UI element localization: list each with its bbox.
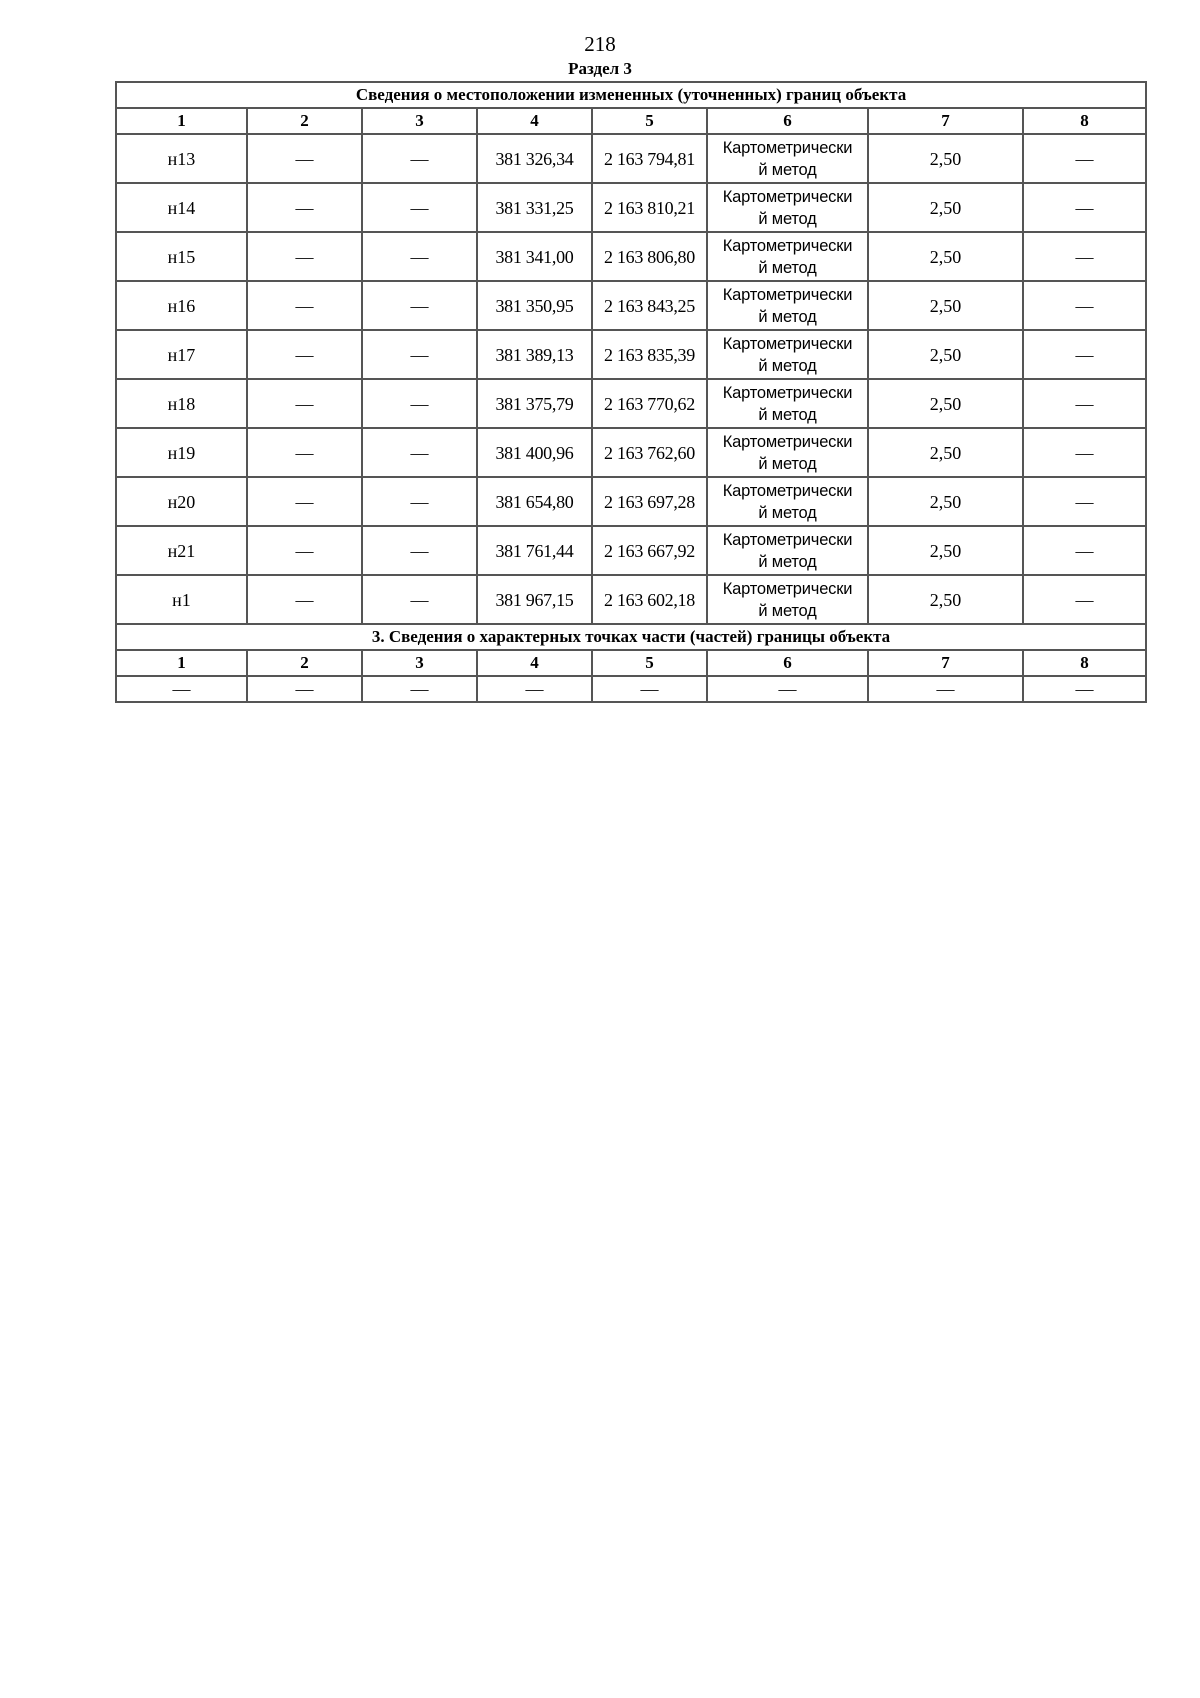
empty-cell: — [1023,676,1146,702]
y-coordinate-cell: 2 163 762,60 [592,428,707,477]
y-coordinate-cell: 2 163 667,92 [592,526,707,575]
column-header: 2 [247,108,362,134]
column-3-cell: — [362,183,477,232]
x-coordinate-cell: 381 326,34 [477,134,592,183]
method-cell [707,477,868,526]
point-name-cell: н15 [116,232,247,281]
parts-column-header: 2 [247,650,362,676]
page-number: 218 [584,32,616,56]
method-cell [707,575,868,624]
parts-column-header: 7 [868,650,1023,676]
table-row [116,134,1146,183]
column-2-cell: — [247,379,362,428]
x-coordinate-cell: 381 400,96 [477,428,592,477]
column-8-cell: — [1023,428,1146,477]
column-3-cell: — [362,477,477,526]
x-coordinate-cell: 381 331,25 [477,183,592,232]
method-line-1: Картометрически [722,383,853,402]
column-header: 7 [868,108,1023,134]
method-line-1: Картометрически [722,579,853,598]
point-name-cell: н1 [116,575,247,624]
column-8-cell: — [1023,281,1146,330]
parts-column-header: 1 [116,650,247,676]
y-coordinate-cell: 2 163 810,21 [592,183,707,232]
y-coordinate-cell: 2 163 806,80 [592,232,707,281]
accuracy-cell: 2,50 [868,428,1023,477]
empty-cell: — [868,676,1023,702]
table-row [116,428,1146,477]
column-2-cell: — [247,477,362,526]
parts-header-row [116,650,1146,676]
method-line-2: й метод [758,552,817,571]
accuracy-cell: 2,50 [868,526,1023,575]
y-coordinate-cell: 2 163 602,18 [592,575,707,624]
table-row [116,330,1146,379]
method-cell [707,330,868,379]
column-8-cell: — [1023,379,1146,428]
boundary-points-table [115,81,1147,703]
column-2-cell: — [247,134,362,183]
table-row [116,281,1146,330]
point-name-cell: н16 [116,281,247,330]
method-line-2: й метод [758,258,817,277]
table-title: Сведения о местоположении измененных (уточненных) границ объекта [116,82,1146,108]
method-cell [707,281,868,330]
method-line-1: Картометрически [722,334,853,353]
column-2-cell: — [247,281,362,330]
accuracy-cell: 2,50 [868,281,1023,330]
method-cell [707,232,868,281]
table-row [116,477,1146,526]
accuracy-cell: 2,50 [868,134,1023,183]
column-8-cell: — [1023,330,1146,379]
point-name-cell: н19 [116,428,247,477]
method-line-1: Картометрически [722,236,853,255]
method-cell [707,183,868,232]
point-name-cell: н13 [116,134,247,183]
parts-column-header: 6 [707,650,868,676]
y-coordinate-cell: 2 163 770,62 [592,379,707,428]
method-line-1: Картометрически [722,285,853,304]
point-name-cell: н20 [116,477,247,526]
column-2-cell: — [247,428,362,477]
parts-column-header: 5 [592,650,707,676]
column-header: 3 [362,108,477,134]
y-coordinate-cell: 2 163 843,25 [592,281,707,330]
point-name-cell: н18 [116,379,247,428]
accuracy-cell: 2,50 [868,477,1023,526]
parts-empty-row [116,676,1146,702]
x-coordinate-cell: 381 350,95 [477,281,592,330]
column-2-cell: — [247,183,362,232]
column-8-cell: — [1023,575,1146,624]
method-line-1: Картометрически [722,187,853,206]
y-coordinate-cell: 2 163 794,81 [592,134,707,183]
method-cell [707,428,868,477]
x-coordinate-cell: 381 375,79 [477,379,592,428]
column-3-cell: — [362,526,477,575]
point-name-cell: н14 [116,183,247,232]
column-8-cell: — [1023,134,1146,183]
x-coordinate-cell: 381 341,00 [477,232,592,281]
table-row [116,232,1146,281]
accuracy-cell: 2,50 [868,379,1023,428]
empty-cell: — [362,676,477,702]
empty-cell: — [592,676,707,702]
x-coordinate-cell: 381 389,13 [477,330,592,379]
column-3-cell: — [362,428,477,477]
method-line-1: Картометрически [722,432,853,451]
accuracy-cell: 2,50 [868,183,1023,232]
method-cell [707,379,868,428]
method-line-2: й метод [758,405,817,424]
method-line-1: Картометрически [722,530,853,549]
parts-column-header: 8 [1023,650,1146,676]
column-header: 8 [1023,108,1146,134]
table-row [116,526,1146,575]
column-8-cell: — [1023,183,1146,232]
y-coordinate-cell: 2 163 697,28 [592,477,707,526]
table-row [116,575,1146,624]
table-row [116,379,1146,428]
column-3-cell: — [362,379,477,428]
column-header: 4 [477,108,592,134]
column-3-cell: — [362,134,477,183]
method-line-2: й метод [758,601,817,620]
column-3-cell: — [362,575,477,624]
column-8-cell: — [1023,526,1146,575]
method-cell [707,526,868,575]
method-line-2: й метод [758,356,817,375]
empty-cell: — [477,676,592,702]
column-header: 1 [116,108,247,134]
parts-column-header: 3 [362,650,477,676]
accuracy-cell: 2,50 [868,575,1023,624]
column-8-cell: — [1023,477,1146,526]
method-line-2: й метод [758,454,817,473]
method-line-2: й метод [758,160,817,179]
column-3-cell: — [362,330,477,379]
x-coordinate-cell: 381 967,15 [477,575,592,624]
point-name-cell: н21 [116,526,247,575]
column-2-cell: — [247,575,362,624]
accuracy-cell: 2,50 [868,330,1023,379]
method-cell [707,134,868,183]
column-2-cell: — [247,232,362,281]
empty-cell: — [116,676,247,702]
method-line-1: Картометрически [722,138,853,157]
column-3-cell: — [362,281,477,330]
column-8-cell: — [1023,232,1146,281]
column-2-cell: — [247,330,362,379]
method-line-2: й метод [758,503,817,522]
method-line-2: й метод [758,307,817,326]
x-coordinate-cell: 381 654,80 [477,477,592,526]
column-3-cell: — [362,232,477,281]
x-coordinate-cell: 381 761,44 [477,526,592,575]
parts-column-header: 4 [477,650,592,676]
parts-title-row [116,624,1146,650]
column-header: 6 [707,108,868,134]
column-header-row [116,108,1146,134]
column-header: 5 [592,108,707,134]
column-2-cell: — [247,526,362,575]
y-coordinate-cell: 2 163 835,39 [592,330,707,379]
section-title: Раздел 3 [568,59,632,78]
table-row [116,183,1146,232]
empty-cell: — [247,676,362,702]
empty-cell: — [707,676,868,702]
method-line-2: й метод [758,209,817,228]
accuracy-cell: 2,50 [868,232,1023,281]
point-name-cell: н17 [116,330,247,379]
method-line-1: Картометрически [722,481,853,500]
parts-title: 3. Сведения о характерных точках части (частей) границы объекта [116,624,1146,650]
